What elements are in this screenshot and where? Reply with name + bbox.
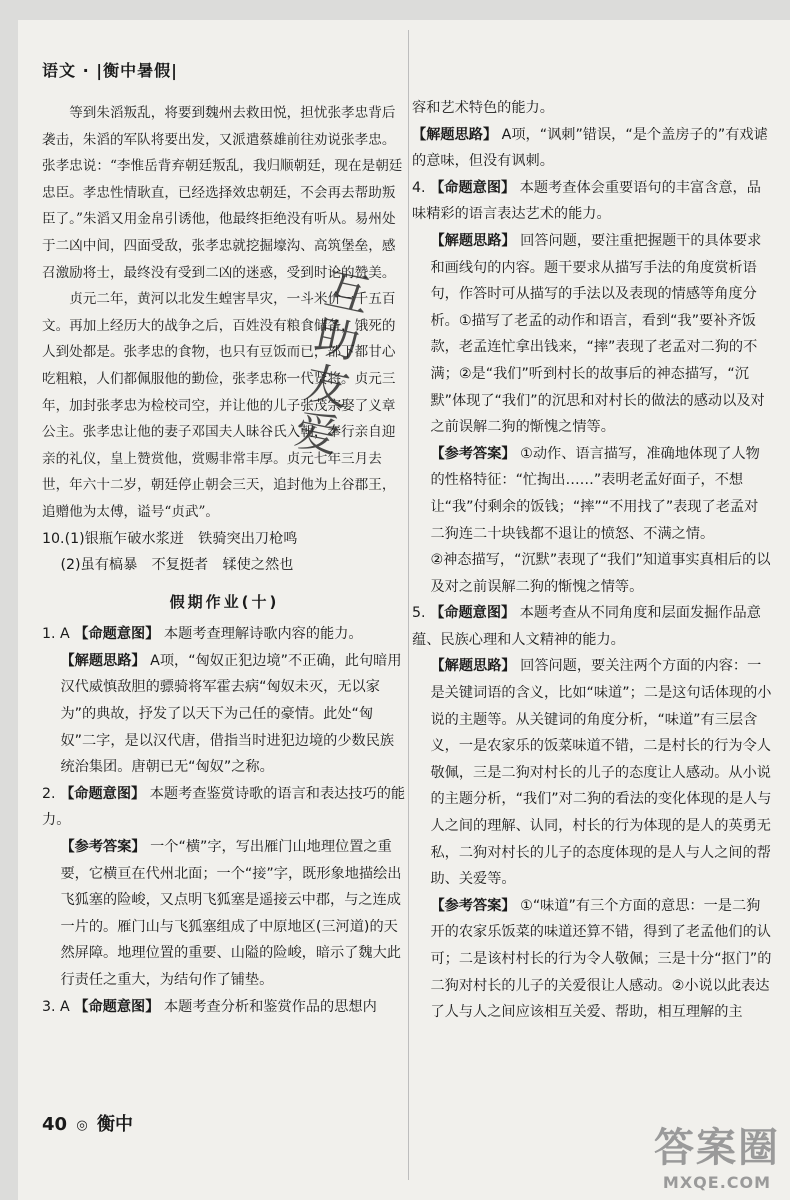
q2-answer-text: 一个“横”字，写出雁门山地理位置之重要，它横亘在代州北面；一个“接”字，既形象地描绘出飞狐塞的险峻，又点明飞狐塞是遥接云中郡，与之连成一片的。雁门山与飞狐塞组成了中原地区(三河道)的天然屏障。地理位置的重要、山隘的险峻，暗示了魏大此行责任之重大，为结句作了铺垫。: [60, 839, 402, 988]
q1-solution-text: A项，“匈奴正犯边境”不正确，此句暗用汉代威慎敌胆的骠骑将军霍去病“匈奴未灭，无以家为”的典故，抒发了以天下为己任的豪情。此处“匈奴”二字，是以汉代唐，借指当时进犯边境的少数民族统治集团。唐朝已无“匈奴”之称。: [60, 652, 402, 776]
passage-paragraph: 贞元二年，黄河以北发生蝗害旱灾，一斗米价一千五百文。再加上经历大的战争之后，百姓没有粮食储备，饿死的人到处都是。张孝忠的食物，也只有豆饭而已，部下都甘心吃粗粮，人们都佩服他的勤俭，张孝忠称一代贤将。贞元三年，加封张孝忠为检校司空，并让他的儿子张茂宗娶了义章公主。张孝忠让他的妻子邓国夫人昧谷氏入朝，奉行亲自迎亲的礼仪，皇上赞赏他，赏赐非常丰厚。贞元七年三月去世，年六十二岁，朝廷停止朝会三天，追封他为上谷郡王，追赠他为太傅，谥号“贞武”。: [42, 291, 396, 520]
page-footer: [42, 1110, 133, 1136]
watermark: [654, 1116, 780, 1192]
q4: [412, 175, 772, 228]
q2-intent-tag: 【命题意图】: [60, 785, 146, 802]
q4-answer: [412, 441, 772, 547]
q5-solution-tag: 【解题思路】: [430, 658, 516, 675]
q1-solution-tag: 【解题思路】: [60, 652, 146, 669]
q1-intent-tag: 【命题意图】: [74, 626, 160, 643]
q2-answer: [42, 834, 407, 994]
q4-solution-text: 回答问题，要注重把握题干的具体要求和画线句的内容。题干要求从描写手法的角度赏析语句，作答时可从描写的手法以及表现的情感等角度分析。①描写了老孟的动作和语言，看到“我”要补齐饭款，老孟连忙拿出钱来，“摔”表现了老孟对二狗的不满；②是“我们”听到村长的故事后的神态描写，“沉默”体现了“我们”的沉思和对村长的做法的感动以及对之前误解二狗的惭愧之情等。: [430, 232, 765, 436]
q5-intent: 本题考查从不同角度和层面发掘作品意蕴、民族心理和人文精神的能力。: [412, 605, 761, 648]
page-number: 40: [42, 1114, 68, 1135]
handwritten-char: 助: [310, 310, 364, 370]
q5-answer-tag: 【参考答案】: [430, 897, 516, 914]
q3-solution-tag: 【解题思路】: [412, 126, 498, 143]
page-header: [42, 58, 178, 81]
q4-number: 4.: [412, 179, 426, 196]
q1-solution: [42, 648, 407, 781]
handwritten-char: 爱: [290, 404, 344, 464]
q5-solution-text: 回答问题，要关注两个方面的内容：一是关键词语的含义，比如“味道”；二是这句话体现的小说的主题等。从关键词的角度分析，“味道”有三层含义，一是农家乐的饭菜味道不错，二是村长的行为令人敬佩，三是二狗对村长的儿子的态度让人感动。从小说的主题分析，“我们”对二狗的看法的变化体现的是人与人之间的理解、认同，村长的行为体现的是人的英勇无私，二狗对村长的儿子的态度体现的是人与人之间的帮助、关爱等。: [430, 658, 772, 888]
q3: [42, 994, 407, 1021]
q3-intent: 本题考查分析和鉴赏作品的思想内: [163, 998, 377, 1015]
q2-intent: 本题考查鉴赏诗歌的语言和表达技巧的能力。: [42, 785, 406, 829]
q4-answer-text: ①动作、语言描写，准确地体现了人物的性格特征：“忙掏出……”表明老孟好面子，不想让“我”付剩余的饭钱；“摔”“不用找了”表现了老孟对二狗连二十块钱都不退让的愤怒、不满之情。: [430, 445, 760, 542]
q3-solution-text: A项，“讽刺”错误，“是个盖房子的”有戏谑的意味，但没有讽刺。: [412, 126, 768, 170]
q4-intent-tag: 【命题意图】: [430, 179, 516, 196]
handwritten-char: 友: [300, 357, 354, 417]
q3-solution: [412, 122, 772, 175]
column-divider: [408, 30, 409, 1180]
q3-intent-tag: 【命题意图】: [74, 998, 160, 1015]
q4-intent: 本题考查体会重要语句的丰富含意，品味精彩的语言表达艺术的能力。: [412, 179, 761, 223]
q5-intent-tag: 【命题意图】: [430, 605, 516, 622]
q5-number: 5.: [412, 605, 426, 622]
q5-solution: [412, 653, 772, 892]
q10-line2: (2)虽有槁暴 不复挺者 𫐓使之然也: [60, 557, 294, 574]
q2-answer-tag: 【参考答案】: [60, 839, 146, 856]
watermark-logo: 答案圈: [654, 1125, 780, 1171]
q2-number: 2.: [42, 785, 56, 802]
footer-brand: 衡中: [96, 1114, 133, 1135]
q10-line1: 10.(1)银瓶乍破水浆迸 铁骑突出刀枪鸣: [42, 530, 298, 547]
handwritten-char: 互: [320, 263, 374, 323]
q5: [412, 600, 772, 653]
q4-answer-2: ②神态描写，“沉默”表现了“我们”知道事实真相后的以及对之前误解二狗的惭愧之情等。: [430, 552, 771, 595]
subject-title: 语文 · |衡中暑假|: [42, 61, 178, 80]
q5-answer-text: ①“味道”有三个方面的意思：一是二狗开的农家乐饭菜的味道还算不错，得到了老孟他们的认可；二是该村村长的行为令人敬佩；三是十分“抠门”的二狗对村长的儿子的关爱很让人感动。②小说以此表达了人与人之间应该相互关爱、帮助，相互理解的主: [430, 897, 772, 1021]
left-column: [42, 100, 407, 1020]
passage-paragraph: 等到朱滔叛乱，将要到魏州去救田悦，担忧张孝忠背后袭击，朱滔的军队将要出发，又派遣蔡雄前往劝说张孝忠。张孝忠说：“李惟岳背弃朝廷叛乱，我归顺朝廷，现在是朝廷忠臣。孝忠性情耿直，已经选择效忠朝廷，不会再去帮助叛臣了。”朱滔又用金帛引诱他，他最终拒绝没有听从。易州处于二凶中间，四面受敌，张孝忠就挖掘壕沟、高筑堡垒，感召激励将士，最终没有受到二凶的迷惑，受到时论的赞美。: [42, 105, 403, 281]
q2: [42, 781, 407, 834]
q4-answer-tag: 【参考答案】: [430, 445, 516, 462]
q1-number: 1. A: [42, 626, 70, 643]
q5-answer: [412, 893, 772, 1026]
continued-text: 容和艺术特色的能力。: [412, 100, 554, 116]
circle-icon: ◎: [76, 1117, 88, 1133]
q1: [42, 621, 407, 648]
watermark-url: MXQE.COM: [662, 1173, 772, 1192]
q3-number: 3. A: [42, 998, 70, 1015]
q1-intent: 本题考查理解诗歌内容的能力。: [163, 626, 363, 643]
q4-solution: [412, 228, 772, 441]
q4-solution-tag: 【解题思路】: [430, 232, 516, 249]
right-column: [412, 95, 772, 1026]
section-title: 假期作业(十): [169, 592, 280, 611]
